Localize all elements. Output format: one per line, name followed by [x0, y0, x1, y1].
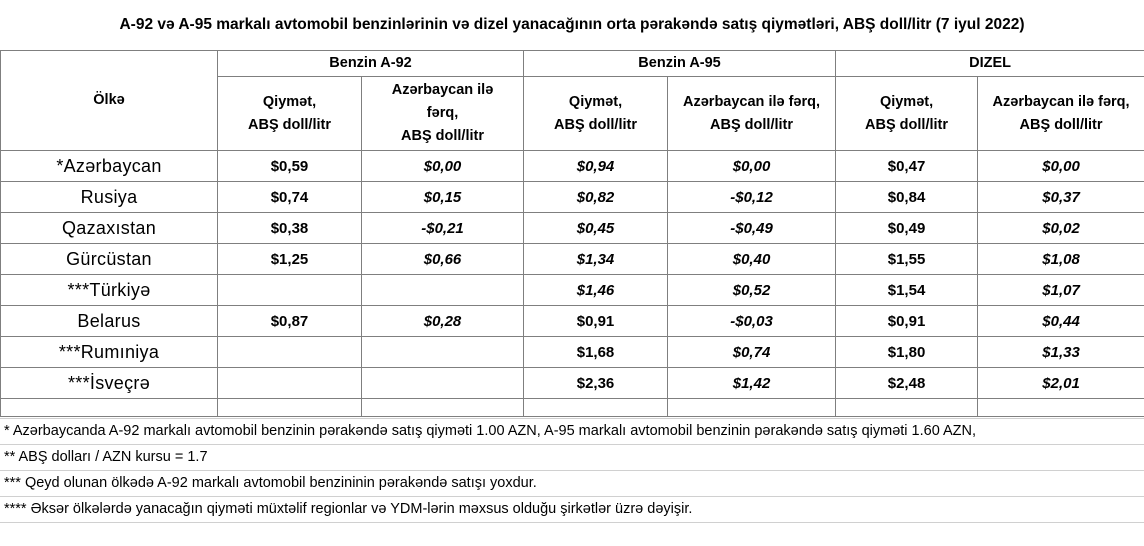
footnote: *** Qeyd olunan ölkədə A-92 markalı avtomobil benzininin pərakəndə satışı yoxdur. — [0, 470, 1144, 496]
a92-price-cell: $0,59 — [218, 151, 362, 182]
table-row — [1, 368, 1144, 399]
a92-price-cell — [218, 368, 362, 399]
diesel-price-cell: $1,54 — [836, 275, 978, 306]
group-header-a92: Benzin A-92 — [218, 51, 524, 77]
group-header-a95: Benzin A-95 — [524, 51, 836, 77]
table-row — [1, 213, 1144, 244]
fuel-price-table — [0, 50, 1144, 417]
country-column-header: Ölkə — [1, 51, 218, 151]
a95-diff-header: Azərbaycan ilə fərq, ABŞ doll/litr — [668, 77, 836, 151]
diesel-diff-cell: $0,02 — [978, 213, 1144, 244]
a92-price-cell: $1,25 — [218, 244, 362, 275]
country-cell: Gürcüstan — [1, 244, 218, 275]
diesel-price-cell: $2,48 — [836, 368, 978, 399]
diesel-diff-cell: $0,44 — [978, 306, 1144, 337]
a95-price-cell: $1,68 — [524, 337, 668, 368]
a95-price-header: Qiymət, ABŞ doll/litr — [524, 77, 668, 151]
a92-diff-cell — [362, 275, 524, 306]
a95-diff-cell: -$0,49 — [668, 213, 836, 244]
blank-row — [1, 399, 1144, 417]
diesel-price-cell: $1,80 — [836, 337, 978, 368]
diesel-diff-cell: $2,01 — [978, 368, 1144, 399]
a92-price-cell: $0,74 — [218, 182, 362, 213]
table-row — [1, 182, 1144, 213]
a92-diff-cell: -$0,21 — [362, 213, 524, 244]
group-header-row — [1, 51, 1144, 77]
a95-diff-cell: $0,40 — [668, 244, 836, 275]
country-cell: *Azərbaycan — [1, 151, 218, 182]
diesel-price-cell: $0,84 — [836, 182, 978, 213]
a92-price-cell — [218, 275, 362, 306]
a95-price-cell: $0,94 — [524, 151, 668, 182]
a92-diff-cell: $0,00 — [362, 151, 524, 182]
a95-diff-cell: $0,52 — [668, 275, 836, 306]
diesel-diff-cell: $1,07 — [978, 275, 1144, 306]
a92-price-cell — [218, 337, 362, 368]
diesel-price-cell: $1,55 — [836, 244, 978, 275]
country-cell: Belarus — [1, 306, 218, 337]
country-cell: ***İsveçrə — [1, 368, 218, 399]
a95-diff-cell: $0,00 — [668, 151, 836, 182]
a92-diff-header: Azərbaycan ilə fərq, ABŞ doll/litr — [362, 77, 524, 151]
footnote: **** Əksər ölkələrdə yanacağın qiyməti müxtəlif regionlar və YDM-lərin məxsus olduğu şirkətlər üzrə dəyişir. — [0, 496, 1144, 523]
a92-diff-cell: $0,15 — [362, 182, 524, 213]
diesel-diff-cell: $1,08 — [978, 244, 1144, 275]
diesel-diff-cell: $0,00 — [978, 151, 1144, 182]
table-row — [1, 306, 1144, 337]
a92-diff-cell — [362, 368, 524, 399]
a92-diff-cell — [362, 337, 524, 368]
table-row — [1, 337, 1144, 368]
a92-price-cell: $0,38 — [218, 213, 362, 244]
diesel-diff-header: Azərbaycan ilə fərq, ABŞ doll/litr — [978, 77, 1144, 151]
diesel-price-cell: $0,49 — [836, 213, 978, 244]
a95-diff-cell: $1,42 — [668, 368, 836, 399]
a95-diff-cell: -$0,12 — [668, 182, 836, 213]
table-row — [1, 244, 1144, 275]
country-cell: ***Rumıniya — [1, 337, 218, 368]
a92-price-cell: $0,87 — [218, 306, 362, 337]
a92-diff-cell: $0,66 — [362, 244, 524, 275]
diesel-price-header: Qiymət, ABŞ doll/litr — [836, 77, 978, 151]
a92-diff-cell: $0,28 — [362, 306, 524, 337]
diesel-price-cell: $0,91 — [836, 306, 978, 337]
country-cell: Qazaxıstan — [1, 213, 218, 244]
footnote: ** ABŞ dolları / AZN kursu = 1.7 — [0, 444, 1144, 470]
a95-price-cell: $1,34 — [524, 244, 668, 275]
country-cell: ***Türkiyə — [1, 275, 218, 306]
diesel-diff-cell: $0,37 — [978, 182, 1144, 213]
page-title: A-92 və A-95 markalı avtomobil benzinlərinin və dizel yanacağının orta pərakəndə satış qiymətləri, ABŞ doll/litr (7 iyul 2022) — [119, 16, 1025, 33]
table-row — [1, 151, 1144, 182]
diesel-diff-cell: $1,33 — [978, 337, 1144, 368]
a95-price-cell: $0,91 — [524, 306, 668, 337]
a92-price-header: Qiymət, ABŞ doll/litr — [218, 77, 362, 151]
a95-price-cell: $0,82 — [524, 182, 668, 213]
a95-diff-cell: $0,74 — [668, 337, 836, 368]
table-row — [1, 275, 1144, 306]
country-cell: Rusiya — [1, 182, 218, 213]
a95-diff-cell: -$0,03 — [668, 306, 836, 337]
a95-price-cell: $2,36 — [524, 368, 668, 399]
group-header-diesel: DIZEL — [836, 51, 1144, 77]
diesel-price-cell: $0,47 — [836, 151, 978, 182]
a95-price-cell: $1,46 — [524, 275, 668, 306]
a95-price-cell: $0,45 — [524, 213, 668, 244]
footnotes — [0, 418, 1144, 523]
footnote: * Azərbaycanda A-92 markalı avtomobil benzinin pərakəndə satış qiyməti 1.00 AZN, A-95 markalı avtomobil benzinin pərakəndə satış qiyməti 1.60 AZN, — [0, 418, 1144, 444]
